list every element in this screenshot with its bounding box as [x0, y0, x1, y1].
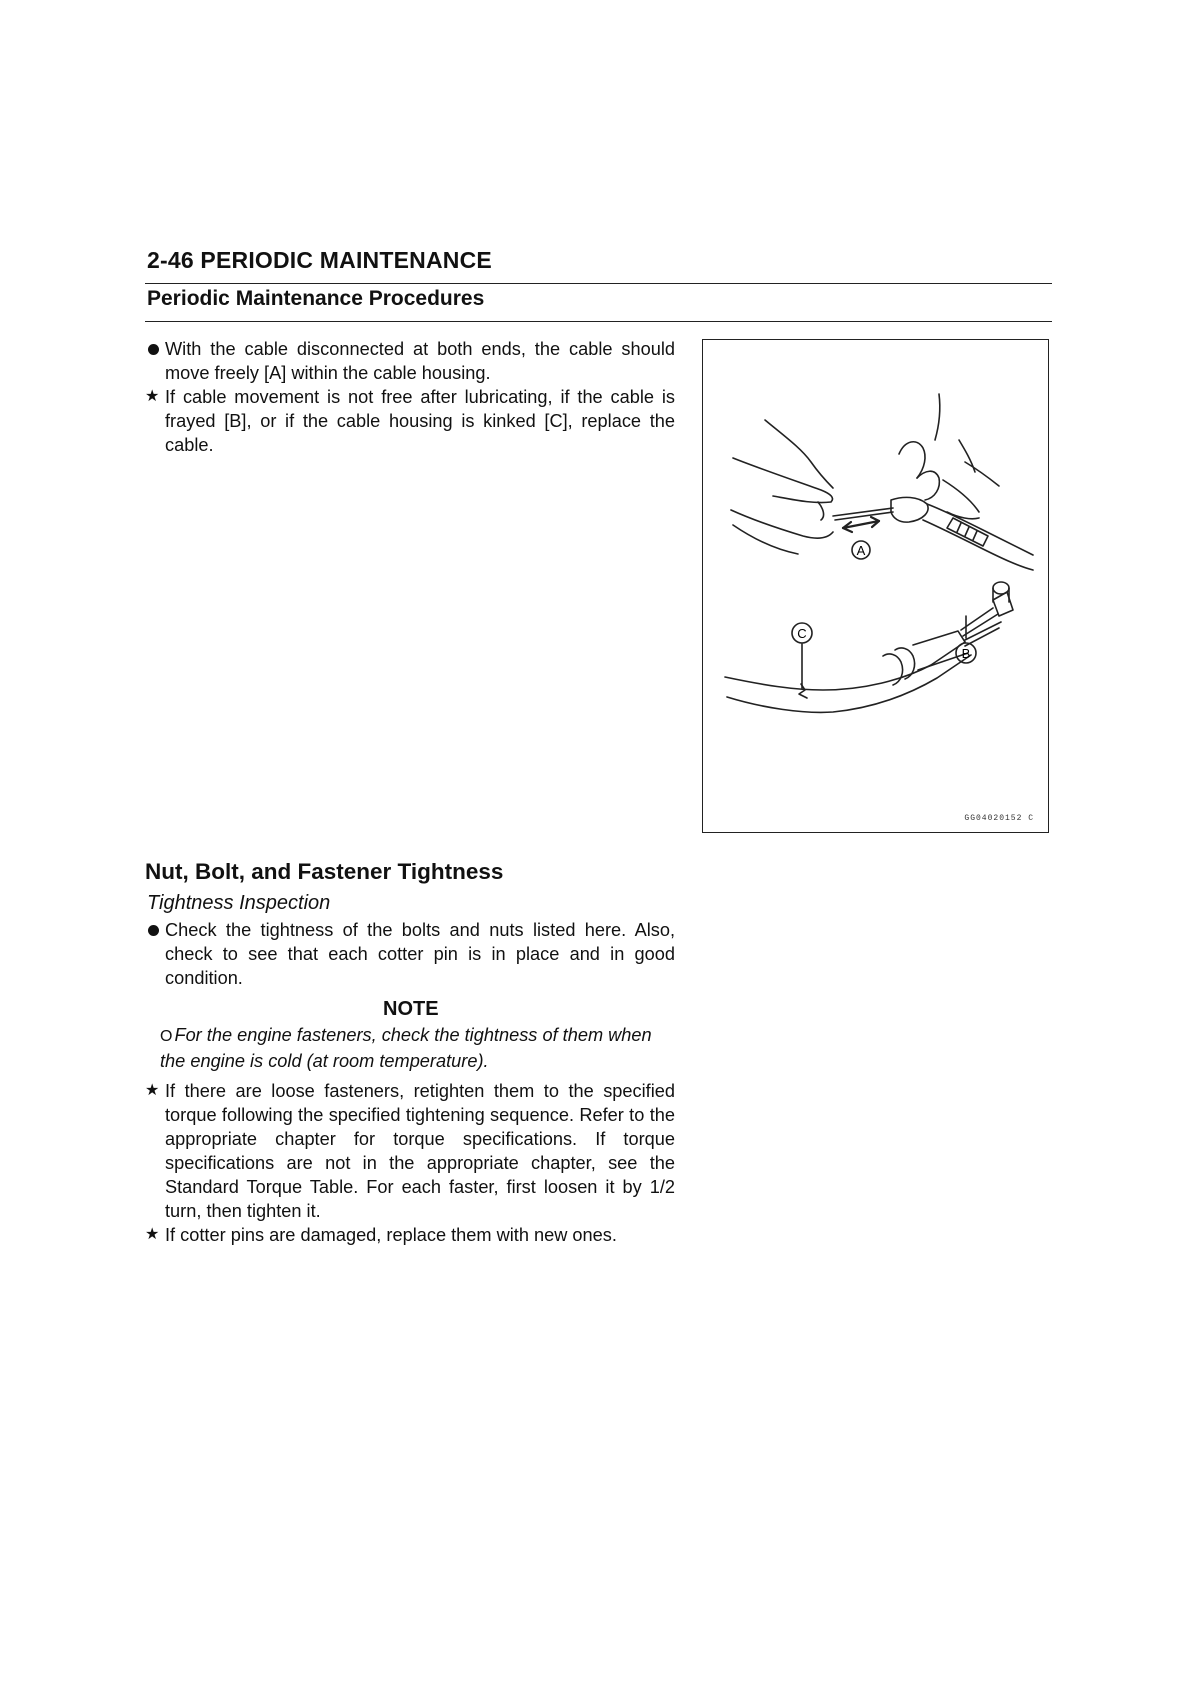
- fastener-intro-text: Check the tightness of the bolts and nuts listed here. Also, check to see that each cotter pin is in place and in good condition.: [165, 920, 675, 988]
- label-b: B: [961, 646, 971, 661]
- header-rule-bottom: [145, 321, 1052, 322]
- left-hand-outline: [765, 420, 833, 488]
- fastener-actions: [145, 1079, 675, 1247]
- star-icon: ★: [145, 1226, 160, 1243]
- cable-star-item: [145, 385, 675, 457]
- note-title: NOTE: [383, 998, 439, 1020]
- cable-illustration-drawing: [703, 340, 1050, 834]
- cable-illustration: [702, 339, 1049, 833]
- note-body: [160, 1023, 675, 1073]
- figure-code: GG04020152 C: [964, 814, 1034, 823]
- section-title: Periodic Maintenance Procedures: [147, 287, 485, 310]
- right-hand-outline: [899, 442, 925, 478]
- cable-item-text: If cable movement is not free after lubricating, if the cable is frayed [B], or if the cable housing is kinked [C], replace the cable.: [165, 387, 675, 455]
- fastener-star-item: [145, 1223, 675, 1247]
- cable-bullet-item: [145, 337, 675, 385]
- note-marker: O: [160, 1028, 173, 1045]
- cable-section: [145, 337, 675, 457]
- inner-wire: [833, 508, 893, 516]
- fastener-star-item: [145, 1079, 675, 1223]
- bullet-icon: [148, 344, 159, 355]
- fastener-subheading: Tightness Inspection: [147, 892, 331, 914]
- fastener-heading: Nut, Bolt, and Fastener Tightness: [145, 859, 504, 884]
- note-text: For the engine fasteners, check the tightness of them when the engine is cold (at room temperature).: [160, 1025, 652, 1071]
- header-rule-top: [145, 283, 1052, 284]
- cable-item-text: With the cable disconnected at both ends, the cable should move freely [A] within the cable housing.: [165, 339, 675, 383]
- star-icon: ★: [145, 1082, 160, 1099]
- fastener-item-text: If there are loose fasteners, retighten them to the specified torque following the specified tightening sequence. Refer to the appropriate chapter for torque specifications. If torque specifications are not in the appropriate chapter, see the Standard Torque Table. For each faster, first loosen it by 1/2 turn, then tighten it.: [165, 1081, 675, 1221]
- label-a: A: [856, 543, 866, 558]
- page-title: 2-46 PERIODIC MAINTENANCE: [147, 247, 492, 273]
- fastener-item-text: If cotter pins are damaged, replace them with new ones.: [165, 1225, 617, 1245]
- fastener-intro: [145, 918, 675, 990]
- star-icon: ★: [145, 388, 160, 405]
- label-c: C: [797, 626, 807, 641]
- fastener-bullet-item: [145, 918, 675, 990]
- bullet-icon: [148, 925, 159, 936]
